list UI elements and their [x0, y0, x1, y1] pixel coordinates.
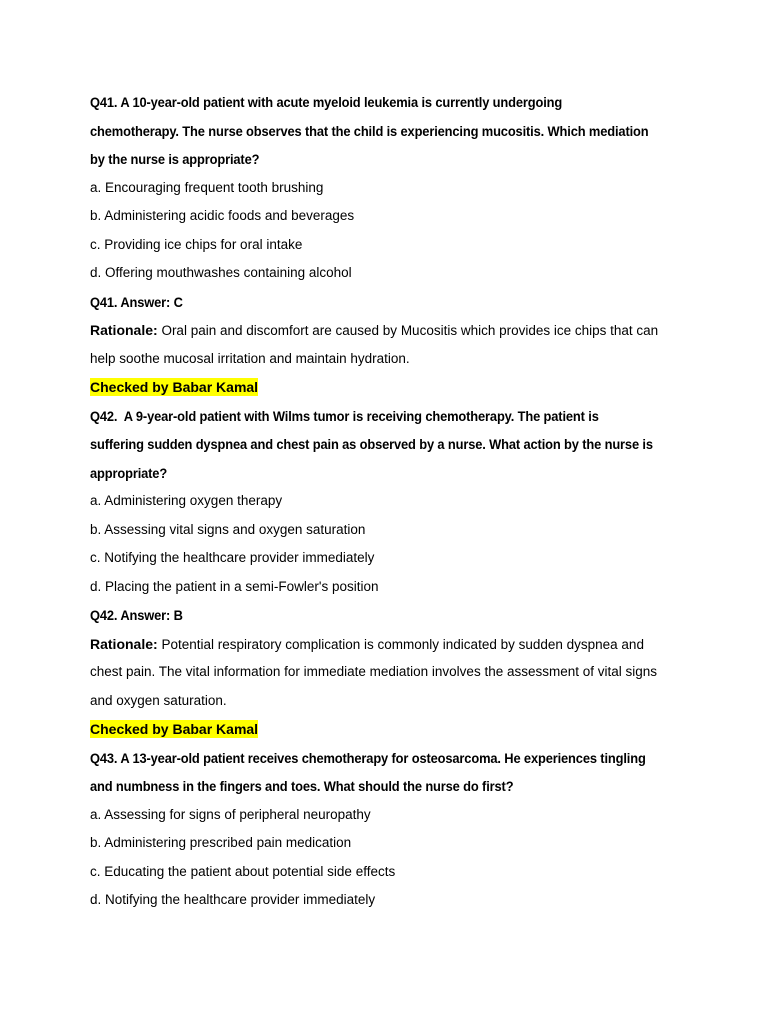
rationale-line — [90, 630, 682, 659]
rationale-text-line: help soothe mucosal irritation and maintain hydration. — [90, 350, 410, 366]
checked-by-highlight: Checked by Babar Kamal — [90, 379, 259, 395]
answer-option-c: c. Educating the patient about potential side effects — [90, 863, 396, 879]
answer-option-a: a. Administering oxygen therapy — [90, 493, 283, 508]
rationale-text-line: chest pain. The vital information for immediate mediation involves the assessment of vital signs — [90, 664, 658, 679]
question-block-q42 — [90, 402, 682, 744]
question-text-line: chemotherapy. The nurse observes that the child is experiencing mucositis. Which mediation — [90, 122, 649, 139]
answer-option-d: d. Placing the patient in a semi-Fowler's position — [90, 578, 379, 594]
rationale-line — [90, 316, 682, 345]
answer-option-c: c. Notifying the healthcare provider immediately — [90, 550, 375, 565]
rationale-label: Rationale: — [90, 322, 158, 338]
answer-option-c: c. Providing ice chips for oral intake — [90, 236, 303, 252]
question-text-line: appropriate? — [90, 464, 168, 481]
answer-option-d: d. Offering mouthwashes containing alcohol — [90, 265, 352, 280]
question-block-q41 — [90, 88, 682, 402]
checked-by-line — [90, 373, 682, 402]
rationale-text: Potential respiratory complication is commonly indicated by sudden dyspnea and — [157, 636, 644, 652]
rationale-text-line: and oxygen saturation. — [90, 692, 227, 708]
question-text-line: Q41. A 10-year-old patient with acute myeloid leukemia is currently undergoing — [90, 94, 563, 110]
rationale-label: Rationale: — [90, 635, 158, 652]
question-text-line: and numbness in the fingers and toes. What should the nurse do first? — [90, 778, 514, 794]
answer-option-b: b. Administering prescribed pain medication — [90, 835, 352, 850]
question-text-line: by the nurse is appropriate? — [90, 151, 260, 167]
answer-option-d: d. Notifying the healthcare provider immediately — [90, 892, 376, 907]
rationale-text: Oral pain and discomfort are caused by Mucositis which provides ice chips that can — [157, 323, 659, 338]
question-text-line: Q42. A 9-year-old patient with Wilms tumor is receiving chemotherapy. The patient is — [90, 407, 599, 424]
answer-option-b: b. Assessing vital signs and oxygen saturation — [90, 521, 366, 537]
answer-option-a: a. Assessing for signs of peripheral neuropathy — [90, 806, 371, 822]
answer-option-b: b. Administering acidic foods and beverages — [90, 208, 355, 223]
checked-by-line — [90, 715, 682, 744]
question-text-line: suffering sudden dyspnea and chest pain as observed by a nurse. What action by the nurse is — [90, 436, 653, 452]
correct-answer: Q42. Answer: B — [90, 607, 183, 623]
document-page — [90, 88, 682, 915]
answer-option-a: a. Encouraging frequent tooth brushing — [90, 179, 324, 195]
checked-by-highlight: Checked by Babar Kamal — [90, 721, 259, 737]
question-text-line: Q43. A 13-year-old patient receives chemotherapy for osteosarcoma. He experiences tingling — [90, 749, 646, 766]
question-block-q43 — [90, 744, 682, 915]
correct-answer: Q41. Answer: C — [90, 293, 183, 310]
